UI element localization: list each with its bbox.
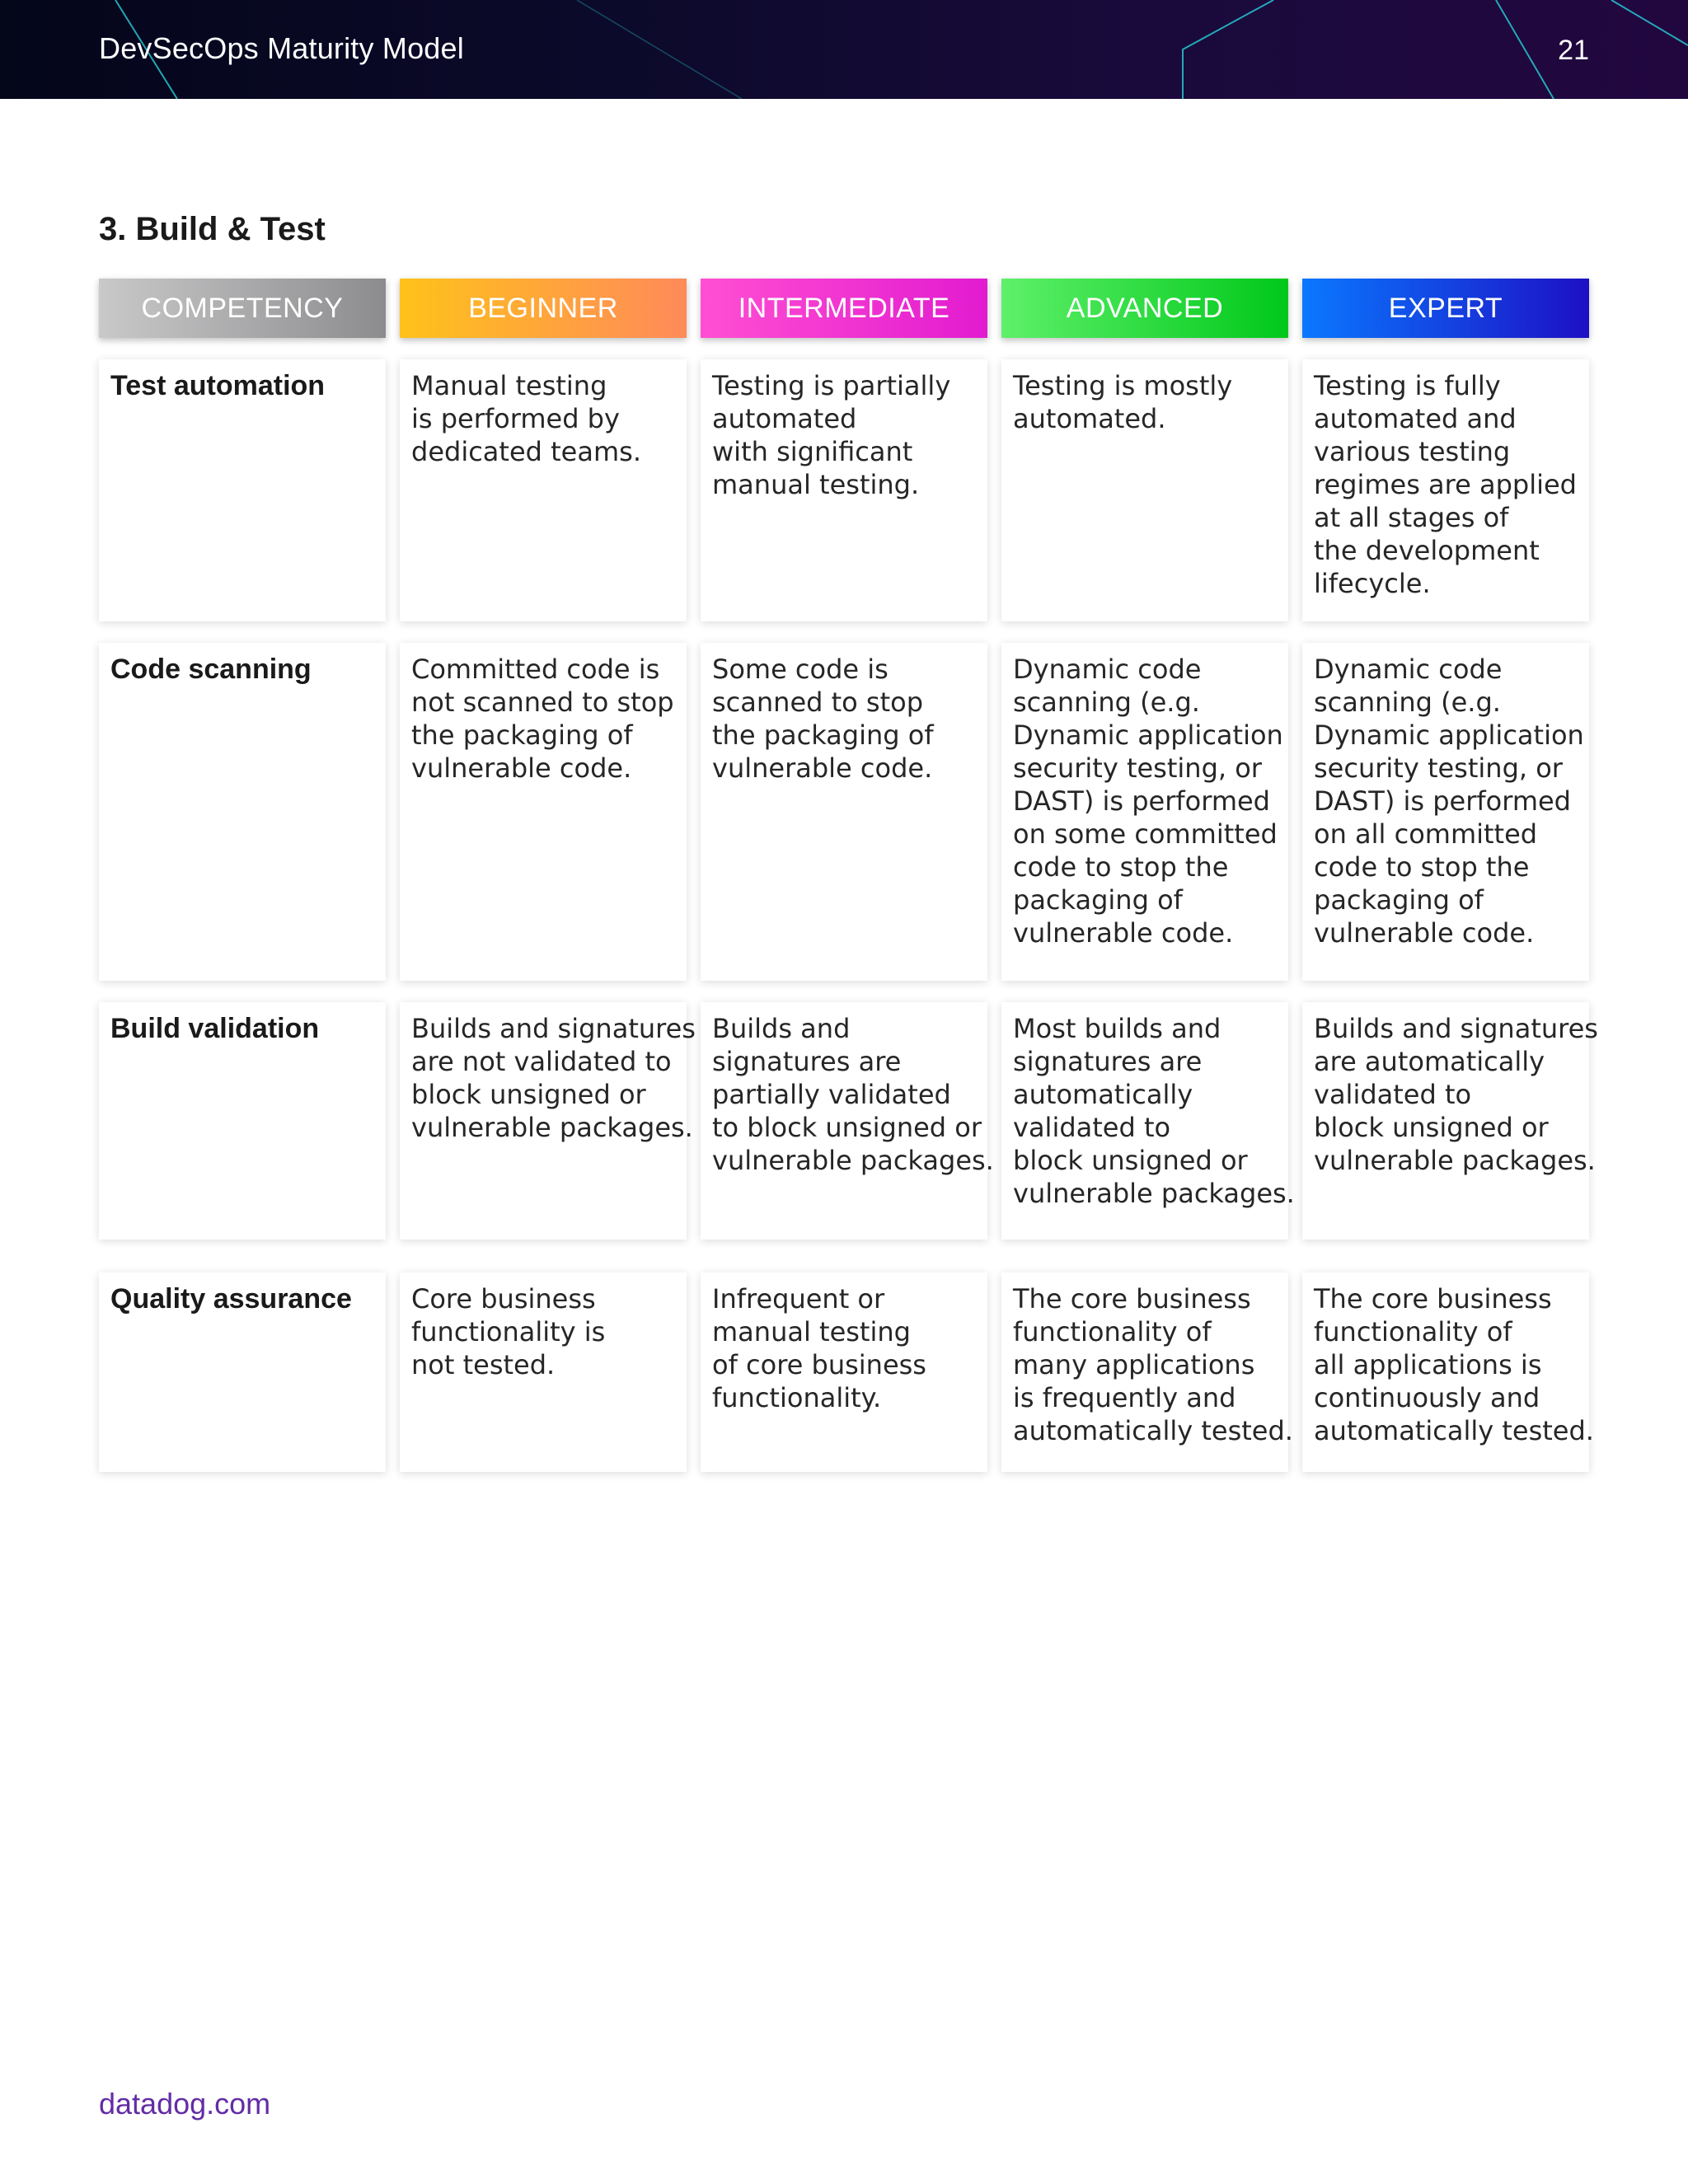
advanced-cell xyxy=(1001,359,1288,621)
cell-line: many applications xyxy=(1013,1349,1255,1380)
cell-line: Most builds and xyxy=(1013,1013,1221,1044)
cell-line: scanned to stop xyxy=(712,687,924,718)
cell-line: functionality of xyxy=(1314,1316,1512,1347)
cell-line: various testing xyxy=(1314,436,1511,467)
cell-line: not tested. xyxy=(411,1349,556,1380)
cell-line: Some code is xyxy=(712,654,889,685)
cell-line: vulnerable packages. xyxy=(411,1112,693,1143)
cell-line: vulnerable code. xyxy=(411,752,632,784)
cell-line: not scanned to stop xyxy=(411,687,674,718)
advanced-cell xyxy=(1001,1272,1293,1472)
cell-line: functionality of xyxy=(1013,1316,1212,1347)
footer-link[interactable]: datadog.com xyxy=(99,2087,271,2121)
cell-line: functionality. xyxy=(712,1382,882,1413)
competency-label: Test automation xyxy=(110,370,326,401)
competency-cell xyxy=(99,1272,386,1472)
maturity-table xyxy=(99,279,1598,1472)
expert-cell xyxy=(1302,643,1589,981)
cell-line: code to stop the xyxy=(1013,851,1229,883)
cell-line: signatures are xyxy=(712,1046,902,1077)
header-competency: COMPETENCY xyxy=(99,279,386,338)
cell-line: Dynamic code xyxy=(1314,654,1503,685)
advanced-cell xyxy=(1001,643,1288,981)
cell-line: security testing, or xyxy=(1314,752,1563,784)
cell-line: block unsigned or xyxy=(1314,1112,1549,1143)
cell-line: block unsigned or xyxy=(411,1079,646,1110)
cell-line: is frequently and xyxy=(1013,1382,1236,1413)
competency-label: Build validation xyxy=(110,1013,320,1044)
header-expert: EXPERT xyxy=(1302,279,1589,338)
cell-line: manual testing xyxy=(712,1316,911,1347)
table-row xyxy=(99,1002,1598,1240)
cell-line: vulnerable packages. xyxy=(1013,1178,1295,1209)
cell-line: on all committed xyxy=(1314,818,1538,850)
cell-line: scanning (e.g. xyxy=(1314,687,1501,718)
cell-line: automatically xyxy=(1013,1079,1193,1110)
cell-line: to block unsigned or xyxy=(712,1112,982,1143)
cell-line: manual testing. xyxy=(712,469,920,500)
cell-line: lifecycle. xyxy=(1314,568,1431,599)
cell-line: automated xyxy=(712,403,857,434)
cell-line: regimes are applied xyxy=(1314,469,1577,500)
competency-label: Quality assurance xyxy=(110,1283,352,1315)
cell-line: dedicated teams. xyxy=(411,436,641,467)
beginner-cell xyxy=(400,1272,687,1472)
cell-line: Manual testing xyxy=(411,370,607,401)
intermediate-cell xyxy=(701,643,987,981)
cell-line: The core business xyxy=(1314,1283,1552,1315)
cell-line: automatically tested. xyxy=(1314,1415,1594,1446)
cell-line: the packaging of xyxy=(411,719,633,751)
cell-line: at all stages of xyxy=(1314,502,1509,533)
header-advanced: ADVANCED xyxy=(1001,279,1288,338)
cell-line: Infrequent or xyxy=(712,1283,885,1315)
table-row xyxy=(99,359,1589,621)
header-intermediate: INTERMEDIATE xyxy=(701,279,987,338)
beginner-cell xyxy=(400,643,687,981)
cell-line: functionality is xyxy=(411,1316,606,1347)
expert-cell xyxy=(1302,359,1589,621)
cell-line: the packaging of xyxy=(712,719,934,751)
cell-line: code to stop the xyxy=(1314,851,1530,883)
document-title: DevSecOps Maturity Model xyxy=(99,31,464,65)
expert-cell xyxy=(1302,1272,1594,1472)
cell-line: are not validated to xyxy=(411,1046,672,1077)
expert-cell xyxy=(1302,1002,1598,1240)
cell-line: Builds and xyxy=(712,1013,851,1044)
cell-line: Builds and signatures xyxy=(1314,1013,1598,1044)
cell-line: signatures are xyxy=(1013,1046,1203,1077)
header-banner xyxy=(0,0,1688,99)
table-header-row xyxy=(99,279,1589,338)
cell-line: is performed by xyxy=(411,403,620,434)
cell-line: validated to xyxy=(1013,1112,1171,1143)
beginner-cell xyxy=(400,1002,696,1240)
cell-line: Dynamic application xyxy=(1013,719,1283,751)
cell-line: vulnerable packages. xyxy=(712,1145,994,1176)
cell-line: Testing is fully xyxy=(1314,370,1501,401)
competency-cell xyxy=(99,1002,386,1240)
cell-line: The core business xyxy=(1013,1283,1251,1315)
cell-line: vulnerable packages. xyxy=(1314,1145,1596,1176)
cell-line: all applications is xyxy=(1314,1349,1542,1380)
cell-line: are automatically xyxy=(1314,1046,1545,1077)
competency-cell xyxy=(99,643,386,981)
cell-line: automated. xyxy=(1013,403,1166,434)
header-beginner: BEGINNER xyxy=(400,279,687,338)
intermediate-cell xyxy=(701,359,987,621)
cell-line: validated to xyxy=(1314,1079,1472,1110)
cell-line: with significant xyxy=(712,436,913,467)
cell-line: Testing is partially xyxy=(712,370,951,401)
cell-line: packaging of xyxy=(1314,884,1484,916)
competency-cell xyxy=(99,359,386,621)
table-row xyxy=(99,1272,1594,1472)
cell-line: Testing is mostly xyxy=(1013,370,1233,401)
advanced-cell xyxy=(1001,1002,1295,1240)
intermediate-cell xyxy=(701,1272,987,1472)
cell-line: block unsigned or xyxy=(1013,1145,1248,1176)
cell-line: scanning (e.g. xyxy=(1013,687,1200,718)
cell-line: vulnerable code. xyxy=(1314,917,1535,949)
cell-line: partially validated xyxy=(712,1079,951,1110)
competency-label: Code scanning xyxy=(110,654,312,685)
cell-line: Builds and signatures xyxy=(411,1013,696,1044)
cell-line: Dynamic application xyxy=(1314,719,1584,751)
cell-line: automated and xyxy=(1314,403,1517,434)
cell-line: vulnerable code. xyxy=(1013,917,1234,949)
beginner-cell xyxy=(400,359,687,621)
cell-line: DAST) is performed xyxy=(1013,785,1270,817)
cell-line: DAST) is performed xyxy=(1314,785,1571,817)
cell-line: continuously and xyxy=(1314,1382,1540,1413)
cell-line: Dynamic code xyxy=(1013,654,1202,685)
section-title: 3. Build & Test xyxy=(99,211,326,247)
intermediate-cell xyxy=(701,1002,994,1240)
cell-line: security testing, or xyxy=(1013,752,1262,784)
cell-line: vulnerable code. xyxy=(712,752,933,784)
cell-line: of core business xyxy=(712,1349,926,1380)
cell-line: Committed code is xyxy=(411,654,660,685)
cell-line: automatically tested. xyxy=(1013,1415,1293,1446)
cell-line: on some committed xyxy=(1013,818,1278,850)
cell-line: the development xyxy=(1314,535,1540,566)
page-number: 21 xyxy=(1558,35,1589,66)
cell-line: Core business xyxy=(411,1283,596,1315)
cell-line: packaging of xyxy=(1013,884,1183,916)
table-row xyxy=(99,643,1589,981)
